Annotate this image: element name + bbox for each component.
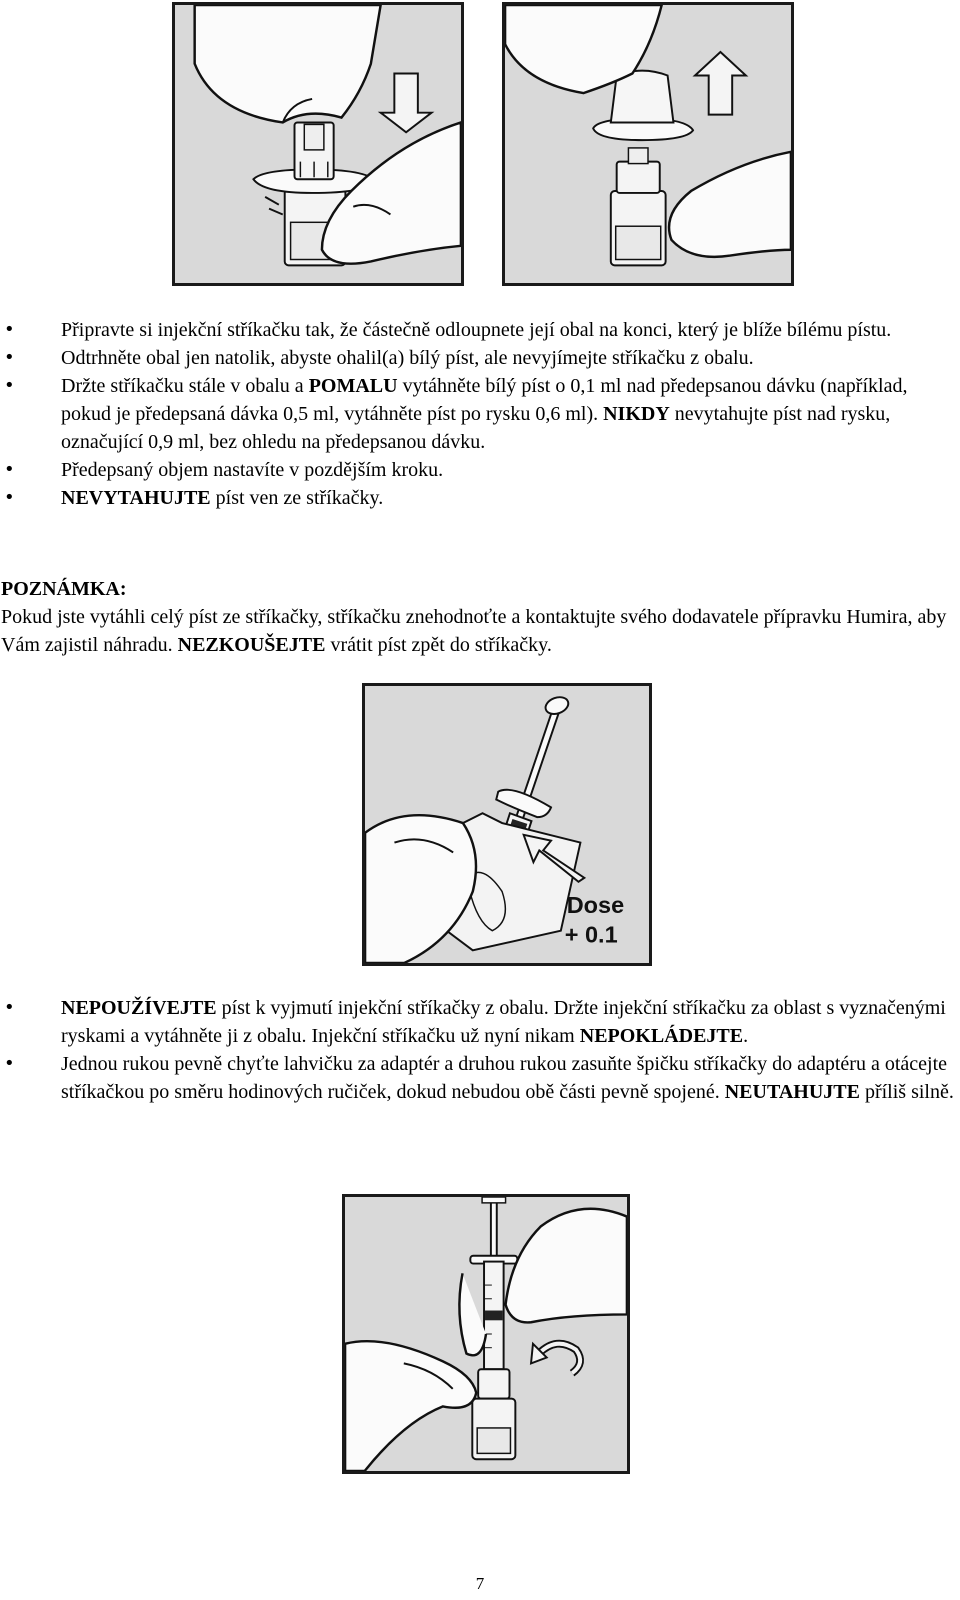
emphasis: NEVYTAHUJTE [61,487,211,509]
list-item: • NEVYTAHUJTE píst ven ze stříkačky. [0,484,960,512]
emphasis: NIKDY [603,403,670,425]
steps-list-1 [0,316,960,512]
emphasis: NEZKOUŠEJTE [177,634,326,656]
emphasis: NEPOKLÁDEJTE [579,1025,744,1047]
lift-cap-figure [502,2,794,286]
fig2-illustration [505,5,791,283]
page-number: 7 [475,1574,485,1593]
dose-label-1: Dose [566,892,625,919]
note-section [0,575,960,659]
attach-syringe-to-vial-figure [342,1194,630,1474]
note-heading: POZNÁMKA: [1,578,127,600]
syringe-in-package-figure [362,683,652,966]
list-item: • Držte stříkačku stále v obalu a POMALU vytáhněte bílý píst o 0,1 ml nad předepsanou dávku (například, pokud je předepsaná dávka 0,5 ml, vytáhněte píst po rysku 0,6 ml). NIKDY nevytahujte píst nad rysku, označující 0,9 ml, bez ohledu na předepsanou dávku. [0,372,960,456]
emphasis: NEUTAHUJTE [724,1081,860,1103]
note-body: Pokud jste vytáhli celý píst ze stříkačky, stříkačku znehodnoťte a kontaktujte svého dodavatele přípravku Humira, aby Vám zajistil náhradu. NEZKOUŠEJTE vrátit píst zpět do stříkačky. [1,606,947,656]
fig4-illustration [345,1197,627,1471]
dose-label-2: + 0.1 [564,921,618,948]
remove-vial-cap-figure [172,2,464,286]
list-item: • Odtrhněte obal jen natolik, abyste ohalil(a) bílý píst, ale nevyjímejte stříkačku z obalu. [0,344,960,372]
list-item: • NEPOUŽÍVEJTE píst k vyjmutí injekční stříkačky z obalu. Držte injekční stříkačku za oblast s vyznačenými ryskami a vytáhněte ji z obalu. Injekční stříkačku už nyní nikam NEPOKLÁDEJTE. [0,994,960,1050]
emphasis: POMALU [308,375,398,397]
fig1-illustration [175,5,461,283]
list-item: • Připravte si injekční stříkačku tak, že částečně odloupnete její obal na konci, který je blíže bílému pístu. [0,316,960,344]
list-item: • Jednou rukou pevně chyťte lahvičku za adaptér a druhou rukou zasuňte špičku stříkačky do adaptéru a otácejte stříkačkou po směru hodinových ručiček, dokud nebudou obě části pevně spojené. NEUTAHUJTE příliš silně. [0,1050,960,1106]
list-item: • Předepsaný objem nastavíte v pozdějším kroku. [0,456,960,484]
fig3-illustration [365,686,649,963]
emphasis: NEPOUŽÍVEJTE [61,997,217,1019]
steps-list-2 [0,994,960,1106]
